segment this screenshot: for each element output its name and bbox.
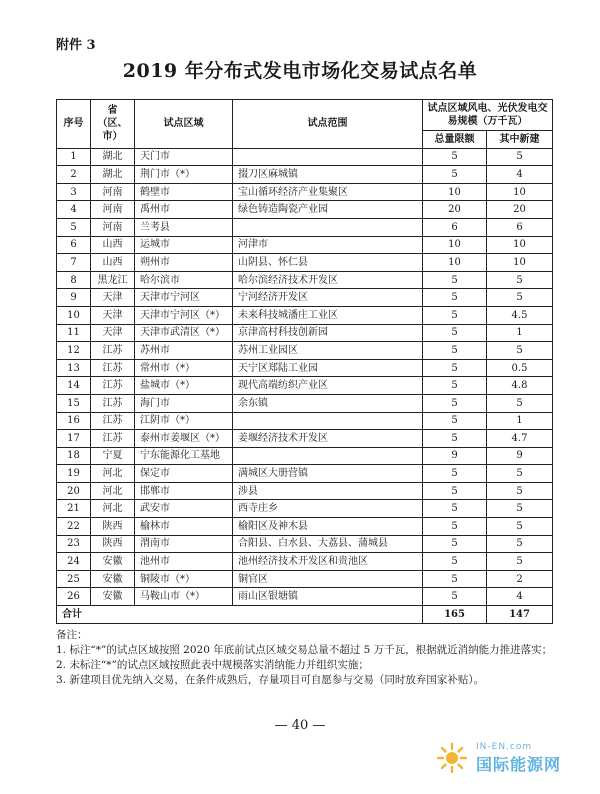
table-row	[57, 394, 553, 412]
row-scope: 余东镇	[233, 394, 423, 412]
row-total: 10	[423, 236, 487, 254]
row-scope	[233, 447, 423, 465]
row-province: 天津	[91, 324, 135, 342]
row-area: 天津市宁河区	[135, 289, 233, 307]
row-scope: 宁河经济开发区	[233, 289, 423, 307]
table-row	[57, 500, 553, 518]
table-row	[57, 535, 553, 553]
row-no: 9	[57, 289, 91, 307]
table-row	[57, 218, 553, 236]
row-scope: 京津高村科技创新园	[233, 324, 423, 342]
row-area: 哈尔滨市	[135, 271, 233, 289]
row-total: 5	[423, 535, 487, 553]
watermark	[436, 740, 586, 776]
note-item-1: 1. 标注“*”的试点区域按照 2020 年底前试点区域交易总量不超过 5 万千瓦，根据就近消纳能力推进落实；	[56, 644, 553, 656]
row-province: 江苏	[91, 394, 135, 412]
table-row	[57, 447, 553, 465]
row-scope: 西寺庄乡	[233, 500, 423, 518]
row-area: 渭南市	[135, 535, 233, 553]
row-province: 山西	[91, 254, 135, 272]
row-no: 2	[57, 166, 91, 184]
row-scope	[233, 412, 423, 430]
row-total: 5	[423, 289, 487, 307]
row-scope: 雨山区银塘镇	[233, 588, 423, 606]
row-total: 5	[423, 430, 487, 448]
row-new: 4	[487, 166, 553, 184]
row-province: 江苏	[91, 342, 135, 360]
row-total: 5	[423, 342, 487, 360]
table-row	[57, 412, 553, 430]
row-area: 荆门市（*）	[135, 166, 233, 184]
row-no: 5	[57, 218, 91, 236]
row-scope: 涉县	[233, 482, 423, 500]
row-province: 河北	[91, 500, 135, 518]
row-area: 泰州市姜堰区（*）	[135, 430, 233, 448]
watermark-en: IN-EN.com	[476, 742, 533, 752]
row-total: 5	[423, 359, 487, 377]
row-new: 6	[487, 218, 553, 236]
row-total: 5	[423, 553, 487, 571]
row-area: 池州市	[135, 553, 233, 571]
table-row	[57, 201, 553, 219]
row-province: 安徽	[91, 553, 135, 571]
row-total: 5	[423, 271, 487, 289]
table-row	[57, 553, 553, 571]
table-row	[57, 236, 553, 254]
row-total: 5	[423, 570, 487, 588]
pilot-list-table	[56, 99, 553, 624]
row-area: 宁东能源化工基地	[135, 447, 233, 465]
table-row	[57, 254, 553, 272]
row-total: 5	[423, 324, 487, 342]
header-scale: 试点区域风电、光伏发电交易规模（万千瓦）	[423, 100, 553, 131]
row-no: 1	[57, 148, 91, 166]
row-new: 5	[487, 465, 553, 483]
table-row	[57, 324, 553, 342]
row-new: 4.7	[487, 430, 553, 448]
table-row	[57, 570, 553, 588]
row-scope: 宝山循环经济产业集聚区	[233, 183, 423, 201]
header-area: 试点区域	[135, 100, 233, 149]
table-row	[57, 430, 553, 448]
row-no: 8	[57, 271, 91, 289]
notes-heading: 备注：	[56, 629, 88, 641]
watermark-cn: 国际能源网	[476, 755, 562, 774]
row-total: 5	[423, 482, 487, 500]
row-total: 5	[423, 148, 487, 166]
row-scope: 姜堰经济技术开发区	[233, 430, 423, 448]
row-scope: 满城区大册营镇	[233, 465, 423, 483]
row-new: 1	[487, 412, 553, 430]
row-no: 24	[57, 553, 91, 571]
row-scope: 苏州工业园区	[233, 342, 423, 360]
row-new: 5	[487, 394, 553, 412]
attachment-label: 附件 3	[56, 38, 96, 53]
row-area: 天津市武清区（*）	[135, 324, 233, 342]
row-area: 盐城市（*）	[135, 377, 233, 395]
row-area: 邯郸市	[135, 482, 233, 500]
row-total: 5	[423, 518, 487, 536]
row-province: 天津	[91, 289, 135, 307]
row-new: 5	[487, 482, 553, 500]
row-no: 21	[57, 500, 91, 518]
row-area: 兰考县	[135, 218, 233, 236]
row-scope: 绿色铸造陶瓷产业园	[233, 201, 423, 219]
row-province: 河北	[91, 465, 135, 483]
row-no: 14	[57, 377, 91, 395]
new-sum: 147	[487, 606, 553, 624]
row-province: 江苏	[91, 359, 135, 377]
row-total: 5	[423, 166, 487, 184]
row-area: 铜陵市（*）	[135, 570, 233, 588]
row-new: 1	[487, 324, 553, 342]
row-no: 22	[57, 518, 91, 536]
note-item-2: 2. 未标注“*”的试点区域按照此表中规模落实消纳能力并组织实施；	[56, 659, 369, 671]
table-row	[57, 166, 553, 184]
row-province: 河南	[91, 183, 135, 201]
row-scope: 天宁区郑陆工业园	[233, 359, 423, 377]
row-province: 江苏	[91, 377, 135, 395]
row-area: 武安市	[135, 500, 233, 518]
row-no: 11	[57, 324, 91, 342]
row-no: 26	[57, 588, 91, 606]
table-row	[57, 482, 553, 500]
row-no: 19	[57, 465, 91, 483]
row-no: 3	[57, 183, 91, 201]
row-area: 海门市	[135, 394, 233, 412]
row-total: 5	[423, 412, 487, 430]
notes-section	[56, 628, 556, 688]
row-no: 10	[57, 306, 91, 324]
row-no: 16	[57, 412, 91, 430]
row-scope: 山阴县、怀仁县	[233, 254, 423, 272]
row-total: 5	[423, 377, 487, 395]
row-area: 马鞍山市（*）	[135, 588, 233, 606]
header-no: 序号	[57, 100, 91, 149]
row-area: 苏州市	[135, 342, 233, 360]
row-scope: 现代高端纺织产业区	[233, 377, 423, 395]
row-new: 4.5	[487, 306, 553, 324]
row-area: 榆林市	[135, 518, 233, 536]
row-scope: 掇刀区麻城镇	[233, 166, 423, 184]
row-total: 10	[423, 183, 487, 201]
row-new: 4	[487, 588, 553, 606]
row-province: 宁夏	[91, 447, 135, 465]
row-total: 5	[423, 394, 487, 412]
row-new: 10	[487, 236, 553, 254]
row-new: 5	[487, 271, 553, 289]
row-new: 5	[487, 518, 553, 536]
row-province: 江苏	[91, 430, 135, 448]
table-row	[57, 342, 553, 360]
header-new: 其中新建	[487, 131, 553, 149]
row-no: 12	[57, 342, 91, 360]
table-row	[57, 271, 553, 289]
row-new: 5	[487, 148, 553, 166]
row-area: 鹤壁市	[135, 183, 233, 201]
note-item-3: 3. 新建项目优先纳入交易，在条件成熟后，存量项目可自愿参与交易（同时放弃国家补贴）。	[56, 674, 485, 686]
header-province: 省（区、市）	[91, 100, 135, 149]
row-new: 5	[487, 342, 553, 360]
row-new: 10	[487, 183, 553, 201]
row-no: 18	[57, 447, 91, 465]
row-scope: 未来科技城潘庄工业区	[233, 306, 423, 324]
page-number: — 40 —	[274, 718, 326, 733]
table-row	[57, 377, 553, 395]
sun-logo-icon	[436, 742, 468, 774]
row-new: 5	[487, 553, 553, 571]
row-no: 25	[57, 570, 91, 588]
row-province: 湖北	[91, 166, 135, 184]
row-no: 7	[57, 254, 91, 272]
row-scope: 铜官区	[233, 570, 423, 588]
row-province: 山西	[91, 236, 135, 254]
header-total: 总量限额	[423, 131, 487, 149]
row-new: 5	[487, 500, 553, 518]
row-new: 5	[487, 289, 553, 307]
row-scope: 哈尔滨经济技术开发区	[233, 271, 423, 289]
row-no: 23	[57, 535, 91, 553]
row-scope	[233, 148, 423, 166]
row-total: 5	[423, 306, 487, 324]
row-province: 安徽	[91, 570, 135, 588]
row-total: 20	[423, 201, 487, 219]
row-no: 15	[57, 394, 91, 412]
row-no: 4	[57, 201, 91, 219]
row-total: 5	[423, 465, 487, 483]
row-new: 5	[487, 535, 553, 553]
row-province: 陕西	[91, 518, 135, 536]
row-province: 河南	[91, 201, 135, 219]
row-no: 20	[57, 482, 91, 500]
document-title: 2019 年分布式发电市场化交易试点名单	[122, 60, 478, 82]
row-new: 2	[487, 570, 553, 588]
row-area: 保定市	[135, 465, 233, 483]
table-row	[57, 588, 553, 606]
row-new: 9	[487, 447, 553, 465]
row-scope: 河津市	[233, 236, 423, 254]
table-row	[57, 148, 553, 166]
row-area: 天门市	[135, 148, 233, 166]
table-row	[57, 465, 553, 483]
row-province: 黑龙江	[91, 271, 135, 289]
row-scope: 榆阳区及神木县	[233, 518, 423, 536]
table-row	[57, 518, 553, 536]
total-sum: 165	[423, 606, 487, 624]
table-body	[57, 148, 553, 605]
row-area: 江阴市（*）	[135, 412, 233, 430]
row-new: 4.8	[487, 377, 553, 395]
row-total: 5	[423, 500, 487, 518]
row-no: 17	[57, 430, 91, 448]
row-total: 5	[423, 588, 487, 606]
row-scope: 合阳县、白水县、大荔县、蒲城县	[233, 535, 423, 553]
row-total: 9	[423, 447, 487, 465]
row-no: 6	[57, 236, 91, 254]
row-scope	[233, 218, 423, 236]
row-province: 安徽	[91, 588, 135, 606]
total-label: 合计	[57, 606, 423, 624]
header-scope: 试点范围	[233, 100, 423, 149]
row-no: 13	[57, 359, 91, 377]
row-province: 湖北	[91, 148, 135, 166]
row-new: 20	[487, 201, 553, 219]
row-province: 天津	[91, 306, 135, 324]
row-new: 10	[487, 254, 553, 272]
row-area: 常州市（*）	[135, 359, 233, 377]
row-province: 陕西	[91, 535, 135, 553]
table-row	[57, 289, 553, 307]
row-area: 运城市	[135, 236, 233, 254]
table-row	[57, 359, 553, 377]
table-row	[57, 183, 553, 201]
row-total: 6	[423, 218, 487, 236]
row-province: 江苏	[91, 412, 135, 430]
table-row	[57, 306, 553, 324]
total-row	[57, 606, 553, 624]
row-province: 河北	[91, 482, 135, 500]
row-total: 10	[423, 254, 487, 272]
row-province: 河南	[91, 218, 135, 236]
row-area: 朔州市	[135, 254, 233, 272]
row-scope: 池州经济技术开发区和贵池区	[233, 553, 423, 571]
row-area: 禹州市	[135, 201, 233, 219]
row-area: 天津市宁河区（*）	[135, 306, 233, 324]
row-new: 0.5	[487, 359, 553, 377]
